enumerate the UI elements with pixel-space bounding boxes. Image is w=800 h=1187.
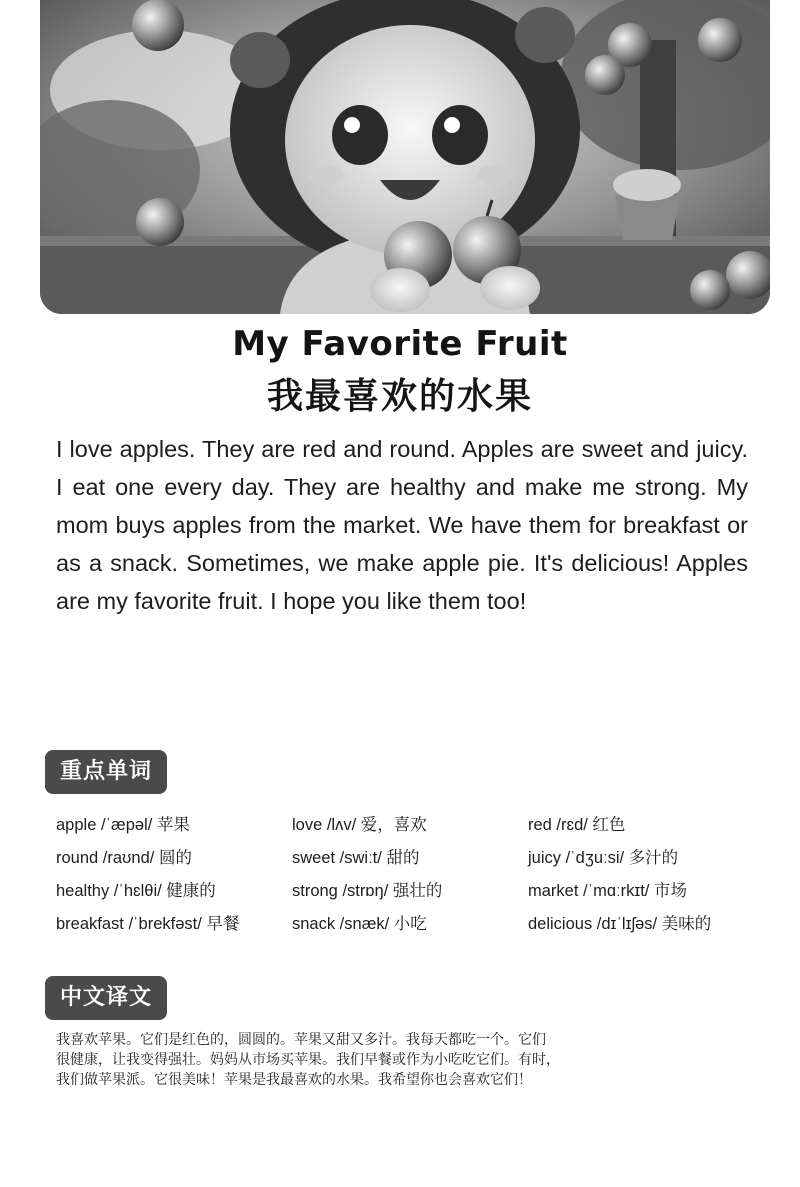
vocab-item-round: round /raʊnd/ 圆的 — [56, 848, 192, 867]
title-english: My Favorite Fruit — [232, 324, 568, 364]
vocab-item-healthy: healthy /ˈhɛlθi/ 健康的 — [56, 881, 216, 900]
vocab-item-strong: strong /strɒŋ/ 强壮的 — [292, 881, 443, 900]
translation-line: 我喜欢苹果。它们是红色的，圆圆的。苹果又甜又多汁。我每天都吃一个。它们 — [56, 1032, 546, 1048]
translation-line: 很健康，让我变得强壮。妈妈从市场买苹果。我们早餐或作为小吃吃它们。有时， — [56, 1052, 560, 1068]
vocab-item-breakfast: breakfast /ˈbrekfəst/ 早餐 — [56, 914, 240, 933]
hero-illustration — [40, 0, 770, 314]
story-paragraph: I love apples. They are red and round. Apples are sweet and juicy. I eat one every day. They are healthy and make me strong. My mom buys apples from the market. We have them for breakfast or as a snack. Sometimes, we make apple pie. It's delicious! Apples are my favorite fruit. I hope you like them too! — [56, 436, 748, 614]
vocab-item-love: love /lʌv/ 爱，喜欢 — [292, 815, 427, 834]
translation-paragraph — [56, 1030, 676, 1090]
vocab-row — [56, 872, 776, 905]
key-words-heading: 重点单词 — [45, 750, 167, 794]
title-chinese: 我最喜欢的水果 — [266, 376, 533, 417]
vocab-item-red: red /rɛd/ 红色 — [528, 815, 626, 834]
vocab-row — [56, 839, 776, 872]
vocab-item-delicious: delicious /dɪˈlɪʃəs/ 美味的 — [528, 914, 712, 933]
vocab-list — [56, 806, 776, 938]
vocab-item-juicy: juicy /ˈdʒuːsi/ 多汁的 — [528, 848, 679, 867]
vocab-item-apple: apple /ˈæpəl/ 苹果 — [56, 815, 190, 834]
vocab-item-snack: snack /snæk/ 小吃 — [292, 914, 427, 933]
vocab-item-sweet: sweet /swiːt/ 甜的 — [292, 848, 420, 867]
vocab-row — [56, 905, 776, 938]
vocab-item-market: market /ˈmɑːrkɪt/ 市场 — [528, 881, 687, 900]
translation-heading: 中文译文 — [45, 976, 167, 1020]
translation-line: 我们做苹果派。它很美味！苹果是我最喜欢的水果。我希望你也会喜欢它们！ — [56, 1072, 532, 1088]
vocab-row — [56, 806, 776, 839]
